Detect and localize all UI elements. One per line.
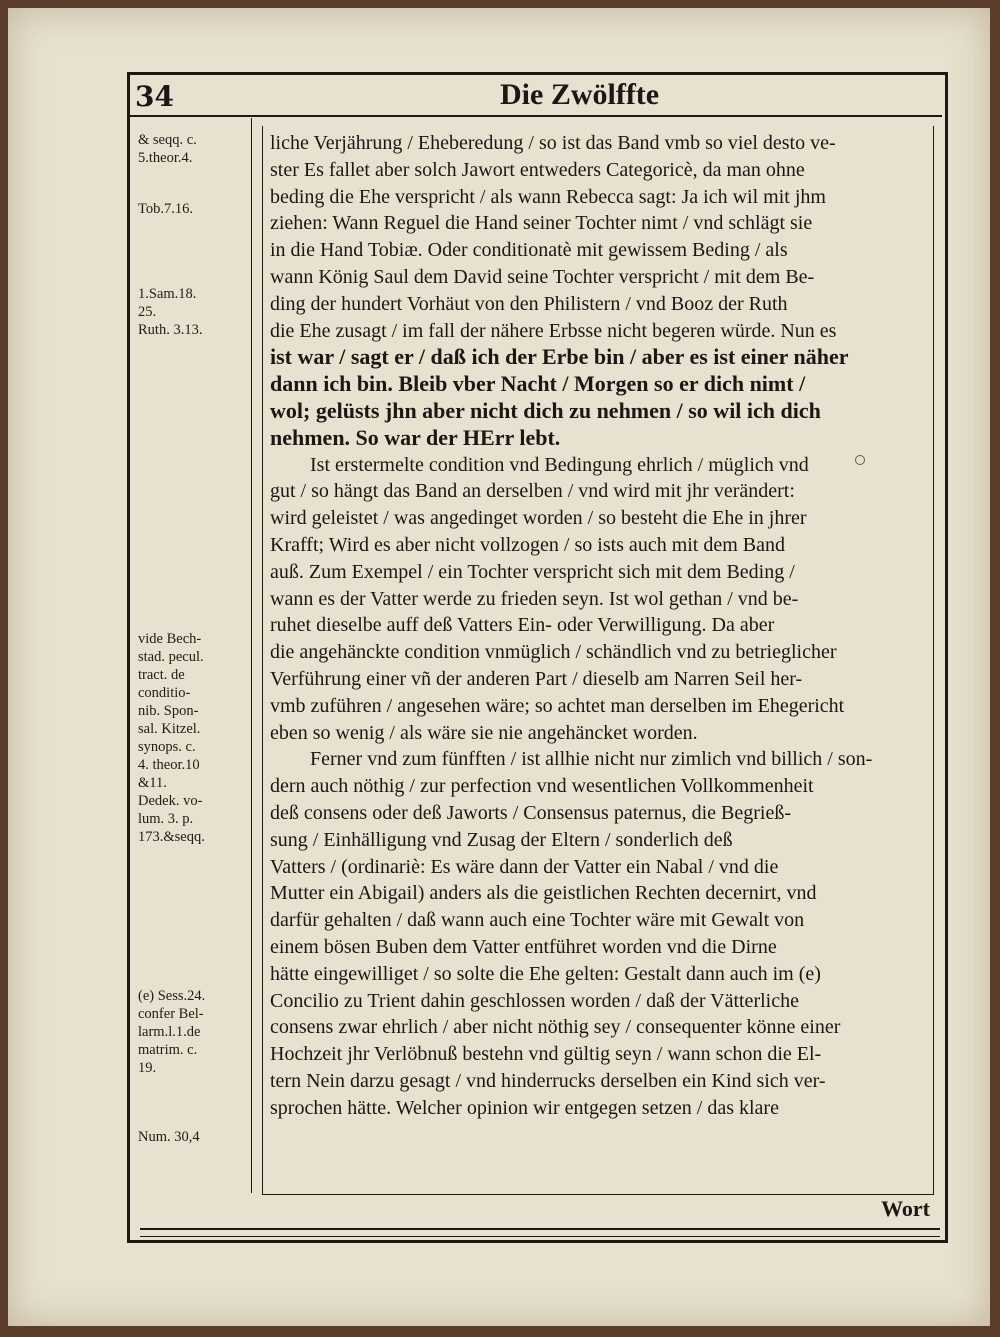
text-line: dern auch nöthig / zur perfection vnd wesentlichen Vollkommenheit <box>270 775 814 798</box>
text-line: liche Verjährung / Eheberedung / so ist das Band vmb so viel desto ve- <box>270 132 836 154</box>
text-line: dann ich bin. Bleib vber Nacht / Morgen so er dich nimt / <box>270 371 806 397</box>
text-line: wird geleistet / was angedinget worden / so besteht die Ehe in jhrer <box>270 507 807 530</box>
text-line: eben so wenig / als wäre sie nie angehäncket worden. <box>270 721 698 744</box>
text-line: Verführung einer vñ der anderen Part / dieselb am Narren Seil her- <box>270 667 803 690</box>
text-line: auß. Zum Exempel / ein Tochter verspricht sich mit dem Beding / <box>270 560 795 583</box>
margin-note: & seqq. c. 5.theor.4. <box>138 132 197 166</box>
text-line: vmb zuführen / angesehen wäre; so achtet man derselben im Ehegericht <box>270 694 845 717</box>
catchword: Wort <box>881 1196 930 1221</box>
text-line: wann es der Vatter werde zu frieden seyn. Ist wol gethan / vnd be- <box>270 587 799 610</box>
text-line: in die Hand Tobiæ. Oder conditionatè mit gewissem Beding / als <box>270 239 788 262</box>
text-line: ding der hundert Vorhäut von den Philistern / vnd Booz der Ruth <box>270 292 788 315</box>
text-line: Ferner vnd zum fünfften / ist allhie nicht nur zimlich vnd billich / son- <box>310 748 873 771</box>
text-line: Hochzeit jhr Verlöbnuß bestehn vnd gültig seyn / wann schon die El- <box>270 1043 822 1066</box>
text-line: sprochen hätte. Welcher opinion wir entgegen setzen / das klare <box>270 1096 779 1119</box>
text-line: Mutter ein Abigail) anders als die geistlichen Rechten decernirt, vnd <box>270 882 817 905</box>
text-line: tern Nein darzu gesagt / vnd hinderrucks derselben ein Kind sich ver- <box>270 1069 826 1092</box>
text-line: nehmen. So war der HErr lebt. <box>270 424 561 450</box>
text-line: consens zwar ehrlich / aber nicht nöthig sey / consequenter könne einer <box>270 1016 841 1039</box>
margin-note: Num. 30,4 <box>138 1129 200 1145</box>
text-line: wol; gelüsts jhn aber nicht dich zu nehmen / so wil ich dich <box>270 397 821 423</box>
text-line: ist war / sagt er / daß ich der Erbe bin / aber es ist einer näher <box>270 344 849 370</box>
text-line: Krafft; Wird es aber nicht vollzogen / so ists auch mit dem Band <box>270 533 786 556</box>
text-line: Concilio zu Trient dahin geschlossen worden / daß der Vätterliche <box>270 989 799 1012</box>
text-line: hätte eingewilliget / so solte die Ehe gelten: Gestalt dann auch im (e) <box>270 962 821 985</box>
text-line: sung / Einhälligung vnd Zusag der Eltern / sonderlich deß <box>270 828 733 851</box>
page-number: 34 <box>135 80 174 113</box>
text-line: gut / so hängt das Band an derselben / vnd wird mit jhr verändert: <box>270 480 795 503</box>
text-line: beding die Ehe verspricht / als wann Rebecca sagt: Ja ich wil mit jhm <box>270 185 826 208</box>
margin-note: 1.Sam.18. 25. Ruth. 3.13. <box>138 286 203 338</box>
margin-note: vide Bech- stad. pecul. tract. de conditio- nib. Spon- sal. Kitzel. synops. c. 4. theor.10 &11. Dedek. vo- lum. 3. p. 173.&seqq. <box>138 631 205 845</box>
margin-note: (e) Sess.24. confer Bel- larm.l.1.de matrim. c. 19. <box>138 988 206 1076</box>
text-line: darfür gehalten / daß wann auch eine Tochter wäre mit Gewalt von <box>270 909 805 932</box>
text-line: einem bösen Buben dem Vatter entführet worden vnd die Dirne <box>270 935 777 958</box>
text-line: ruhet dieselbe auff deß Vatters Ein- oder Verwilligung. Da aber <box>270 614 775 637</box>
text-line: wann König Saul dem David seine Tochter verspricht / mit dem Be- <box>270 265 815 288</box>
text-line: deß consens oder deß Jaworts / Consensus paternus, die Begrieß- <box>270 801 791 824</box>
body-text <box>270 130 930 1121</box>
text-line: die angehänckte condition vnmüglich / schändlich vnd zu betrieglicher <box>270 641 837 664</box>
running-title: Die Zwölffte <box>500 78 660 111</box>
text-line: ziehen: Wann Reguel die Hand seiner Tochter nimt / vnd schlägt sie <box>270 212 813 235</box>
bottom-rule <box>140 1228 940 1230</box>
margin-note: Tob.7.16. <box>138 201 193 217</box>
bottom-rule-thin <box>140 1236 940 1237</box>
header-rule <box>127 115 942 117</box>
margin-divider <box>251 118 252 1193</box>
text-line: die Ehe zusagt / im fall der nähere Erbsse nicht begeren würde. Nun es <box>270 319 837 342</box>
text-line: Vatters / (ordinariè: Es wäre dann der Vatter ein Nabal / vnd die <box>270 855 779 878</box>
text-line: ster Es fallet aber solch Jawort entweders Categoricè, da man ohne <box>270 158 805 181</box>
text-line: Ist erstermelte condition vnd Bedingung ehrlich / müglich vnd <box>310 453 809 476</box>
